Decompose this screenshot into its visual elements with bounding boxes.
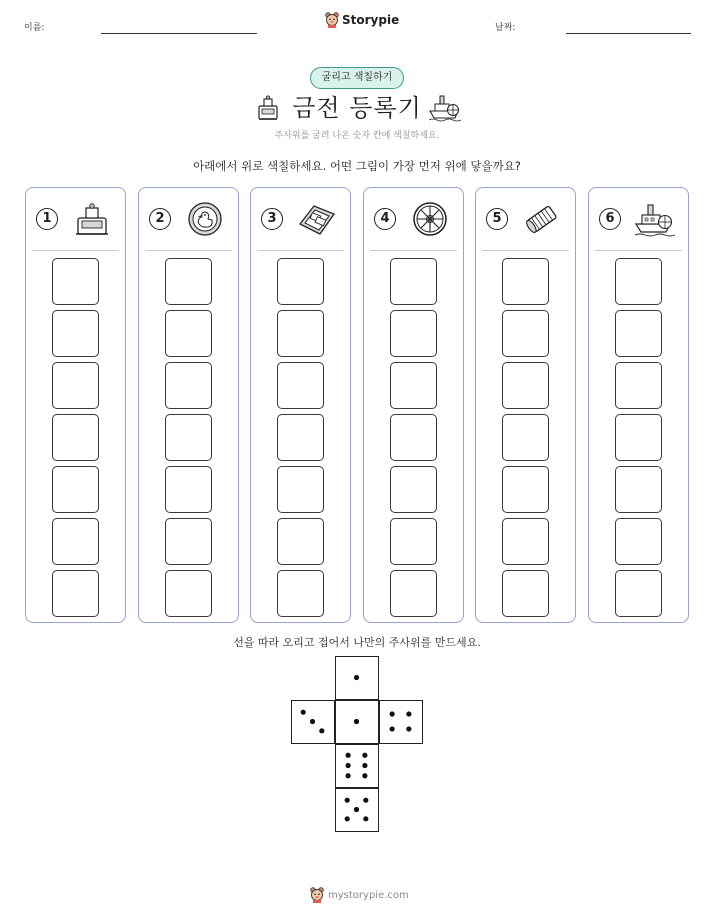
color-cell[interactable] <box>277 258 324 305</box>
color-cell[interactable] <box>390 466 437 513</box>
color-cell[interactable] <box>52 518 99 565</box>
date-label: 날짜: <box>495 23 516 33</box>
duck-coin-icon <box>184 200 226 238</box>
color-cell[interactable] <box>165 466 212 513</box>
steamboat-icon <box>634 200 676 238</box>
race-column-2 <box>138 187 239 623</box>
color-cell[interactable] <box>52 310 99 357</box>
color-cell[interactable] <box>52 414 99 461</box>
dice-face-top <box>335 656 379 700</box>
page-subtitle: 주사위를 굴려 나온 숫자 칸에 색칠하세요. <box>274 131 440 141</box>
color-cell[interactable] <box>390 518 437 565</box>
race-column-5 <box>475 187 576 623</box>
color-cell[interactable] <box>390 570 437 617</box>
dice-face-left <box>291 700 335 744</box>
race-column-4 <box>363 187 464 623</box>
color-cell[interactable] <box>277 362 324 409</box>
activity-tag: 굴리고 색칠하기 <box>310 67 404 89</box>
color-cell[interactable] <box>165 570 212 617</box>
color-cell[interactable] <box>52 362 99 409</box>
color-cell[interactable] <box>615 466 662 513</box>
storypie-mascot-icon <box>325 12 339 28</box>
race-column-6 <box>588 187 689 623</box>
name-label: 이름: <box>24 23 45 33</box>
dice-face-right <box>379 700 423 744</box>
storypie-mascot-icon <box>310 887 324 903</box>
color-cell[interactable] <box>502 518 549 565</box>
color-cell[interactable] <box>277 570 324 617</box>
column-number: 4 <box>374 208 396 230</box>
color-cell[interactable] <box>615 518 662 565</box>
steamboat-title-icon <box>428 92 462 122</box>
page-title: 금전 등록기 <box>292 94 422 122</box>
dice-face-center <box>335 700 379 744</box>
race-column-3 <box>250 187 351 623</box>
color-cell[interactable] <box>52 466 99 513</box>
footer <box>310 887 409 903</box>
color-cell[interactable] <box>277 414 324 461</box>
color-cell[interactable] <box>277 310 324 357</box>
color-cell[interactable] <box>615 310 662 357</box>
color-cell[interactable] <box>615 362 662 409</box>
color-cell[interactable] <box>615 570 662 617</box>
coin-roll-icon <box>521 200 563 238</box>
column-number: 6 <box>599 208 621 230</box>
name-line <box>101 33 257 34</box>
color-cell[interactable] <box>502 258 549 305</box>
dice-caption: 선을 따라 오리고 접어서 나만의 주사위를 만드세요. <box>233 636 481 649</box>
color-cell[interactable] <box>502 414 549 461</box>
column-number: 5 <box>486 208 508 230</box>
dice-face-bottom <box>335 744 379 788</box>
color-cell[interactable] <box>615 258 662 305</box>
color-cell[interactable] <box>502 362 549 409</box>
color-cell[interactable] <box>390 362 437 409</box>
color-cell[interactable] <box>502 466 549 513</box>
cash-register-icon <box>71 200 113 238</box>
color-cell[interactable] <box>277 518 324 565</box>
date-line <box>566 33 691 34</box>
color-cell[interactable] <box>615 414 662 461</box>
color-cell[interactable] <box>165 310 212 357</box>
color-cell[interactable] <box>165 258 212 305</box>
footer-site[interactable]: mystorypie.com <box>328 889 409 901</box>
color-cell[interactable] <box>390 414 437 461</box>
color-cell[interactable] <box>390 310 437 357</box>
brand-logo <box>325 12 399 28</box>
column-number: 3 <box>261 208 283 230</box>
color-cell[interactable] <box>165 414 212 461</box>
race-column-1 <box>25 187 126 623</box>
wheel-icon <box>409 200 451 238</box>
money-tray-icon <box>296 200 338 238</box>
color-cell[interactable] <box>165 362 212 409</box>
dice-face-back <box>335 788 379 832</box>
color-cell[interactable] <box>502 570 549 617</box>
color-cell[interactable] <box>390 258 437 305</box>
instruction-text: 아래에서 위로 색칠하세요. 어떤 그림이 가장 먼저 위에 닿을까요? <box>193 159 521 173</box>
column-number: 1 <box>36 208 58 230</box>
color-cell[interactable] <box>502 310 549 357</box>
color-cell[interactable] <box>52 258 99 305</box>
column-number: 2 <box>149 208 171 230</box>
color-cell[interactable] <box>52 570 99 617</box>
color-cell[interactable] <box>277 466 324 513</box>
color-cell[interactable] <box>165 518 212 565</box>
brand-name: Storypie <box>342 13 400 27</box>
